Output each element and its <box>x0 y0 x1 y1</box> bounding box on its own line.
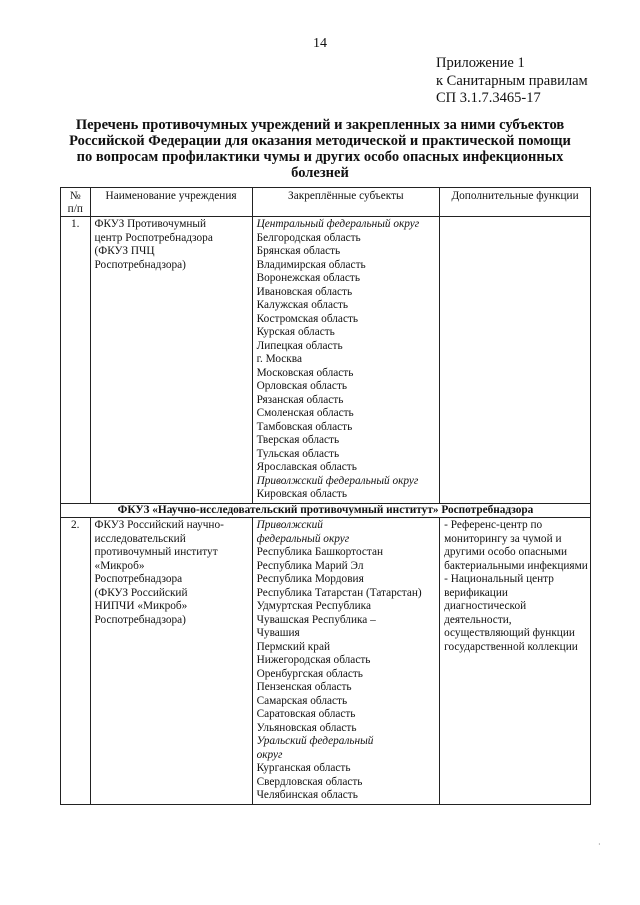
institution-line: противочумный институт <box>94 546 218 558</box>
subject-item: Курганская область <box>256 762 351 774</box>
institution-line: исследовательский <box>94 532 186 545</box>
federal-district: Уральский федеральный <box>256 735 374 747</box>
appendix-line: Приложение 1 <box>436 55 525 71</box>
subject-item: Челябинская область <box>256 789 358 801</box>
subject-item: Саратовская область <box>256 708 356 720</box>
table-row <box>61 217 591 504</box>
subject-item: Республика Татарстан (Татарстан) <box>256 586 422 599</box>
subject-item: Самарская область <box>256 694 348 707</box>
subject-item: Удмуртская Республика <box>256 600 371 612</box>
table-section-row <box>61 503 591 518</box>
function-line: верификации <box>444 586 508 599</box>
federal-district: Приволжский федеральный округ <box>256 474 419 487</box>
subject-item: Смоленская область <box>256 407 354 419</box>
subject-item: Белгородская область <box>256 231 361 244</box>
header-functions: Дополнительные функции <box>440 188 591 217</box>
function-line: бактериальными инфекциями <box>444 559 588 572</box>
subject-item: Чувашия <box>256 627 300 639</box>
function-line: государственной коллекции <box>444 640 578 653</box>
subject-item: Владимирская область <box>256 258 366 271</box>
page-number: 14 <box>313 36 327 51</box>
row-number: 1. <box>61 217 91 504</box>
function-line: другими особо опасными <box>444 546 568 558</box>
function-line: - Референс-центр по <box>444 519 543 531</box>
federal-district: Центральный федеральный округ <box>256 218 420 230</box>
institutions-table <box>60 187 591 805</box>
subject-item: Тульская область <box>256 447 340 460</box>
federal-district: Приволжский <box>256 519 323 531</box>
function-line: деятельности, <box>444 613 512 626</box>
institution-line: (ФКУЗ Российский <box>94 586 188 599</box>
institution-line: Роспотребнадзора) <box>94 613 186 626</box>
subject-item: Оренбургская область <box>256 667 363 680</box>
subject-item: Ивановская область <box>256 285 353 298</box>
appendix-line: СП 3.1.7.3465-17 <box>436 90 541 106</box>
institution-line: ФКУЗ Российский научно- <box>94 519 224 531</box>
function-line: осуществляющий функции <box>444 627 575 639</box>
subject-item: Пермский край <box>256 640 331 653</box>
subject-item: г. Москва <box>256 353 302 365</box>
functions-cell <box>440 217 591 504</box>
subjects-cell <box>252 217 440 504</box>
subject-item: Нижегородская область <box>256 654 371 666</box>
table-row <box>61 518 591 805</box>
subjects-cell <box>252 518 440 805</box>
subject-item: Московская область <box>256 366 354 379</box>
header-subjects: Закреплённые субъекты <box>252 188 440 217</box>
institution-cell <box>90 217 252 504</box>
subject-item: Орловская область <box>256 380 348 392</box>
function-line: диагностической <box>444 600 527 612</box>
subject-item: Липецкая область <box>256 339 343 352</box>
scan-mark: · <box>598 840 601 849</box>
header-number: № п/п <box>61 188 91 217</box>
subject-item: Тамбовская область <box>256 420 353 433</box>
functions-cell <box>440 518 591 805</box>
subject-item: Брянская область <box>256 245 341 257</box>
subject-item: Чувашская Республика – <box>256 613 376 626</box>
federal-district: округ <box>256 748 283 761</box>
table-header-row <box>61 188 591 217</box>
institution-line: «Микроб» <box>94 559 145 572</box>
subject-item: Калужская область <box>256 299 349 311</box>
appendix-line: к Санитарным правилам <box>436 72 588 89</box>
subject-item: Республика Мордовия <box>256 573 364 585</box>
subject-item: Республика Башкортостан <box>256 546 384 558</box>
subject-item: Ярославская область <box>256 461 357 473</box>
institution-line: Роспотребнадзора) <box>94 258 186 271</box>
document-title: Перечень противочумных учреждений и закрепленных за ними субъектов Российской Федерации для оказания методической и практической помощи по вопросам профилактики чумы и других особо опасных инфекционных болезней <box>69 117 571 181</box>
subject-item: Тверская область <box>256 434 340 446</box>
appendix-reference <box>436 55 588 108</box>
institution-line: Роспотребнадзора <box>94 573 183 585</box>
subject-item: Республика Марий Эл <box>256 559 364 572</box>
federal-district: федеральный округ <box>256 532 350 545</box>
institution-line: (ФКУЗ ПЧЦ <box>94 245 155 257</box>
row-number: 2. <box>61 518 91 805</box>
subject-item: Кировская область <box>256 488 347 500</box>
subject-item: Ульяновская область <box>256 721 357 734</box>
institution-line: НИПЧИ «Микроб» <box>94 600 188 612</box>
subject-item: Воронежская область <box>256 272 360 284</box>
subject-item: Костромская область <box>256 312 359 325</box>
institution-line: центр Роспотребнадзора <box>94 231 213 244</box>
section-heading: ФКУЗ «Научно-исследовательский противочумный институт» Роспотребнадзора <box>61 503 591 518</box>
table-body <box>61 217 591 805</box>
institution-line: ФКУЗ Противочумный <box>94 218 207 230</box>
subject-item: Свердловская область <box>256 775 363 788</box>
header-institution: Наименование учреждения <box>90 188 252 217</box>
function-line: мониторингу за чумой и <box>444 532 562 545</box>
subject-item: Пензенская область <box>256 681 352 693</box>
function-line: - Национальный центр <box>444 573 554 585</box>
institution-cell <box>90 518 252 805</box>
subject-item: Рязанская область <box>256 393 344 406</box>
subject-item: Курская область <box>256 326 335 338</box>
